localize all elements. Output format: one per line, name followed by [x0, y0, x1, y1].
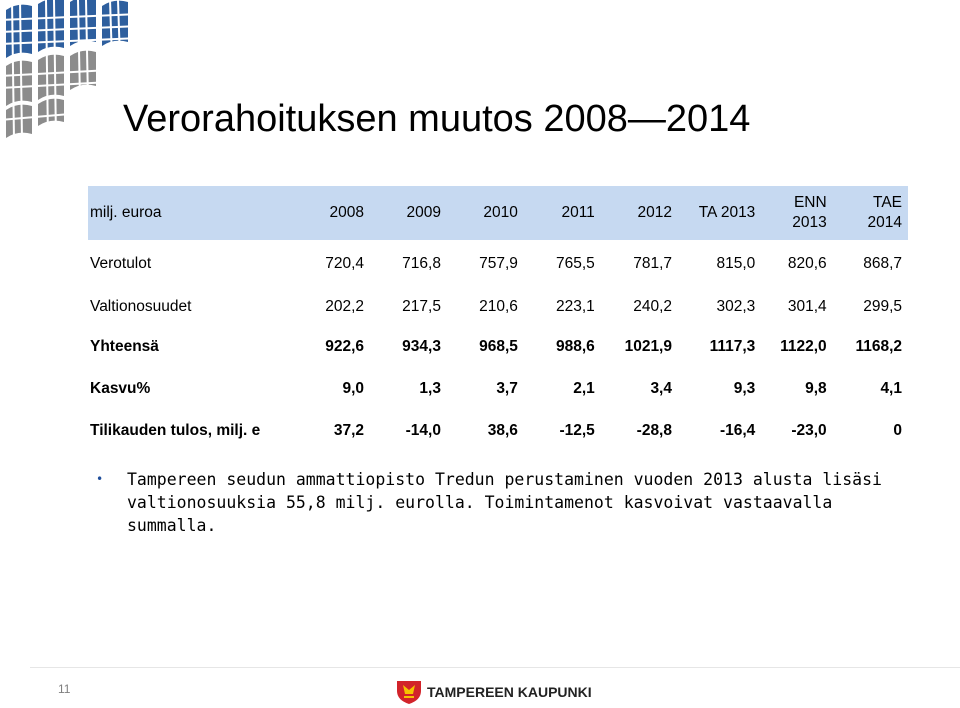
table-row	[88, 326, 908, 368]
cell: 988,6	[556, 338, 595, 355]
cell: 217,5	[402, 298, 441, 315]
cell: 202,2	[325, 298, 365, 315]
cell: 38,6	[487, 422, 518, 439]
row-label: Tilikauden tulos, milj. e	[90, 422, 261, 439]
cell: 868,7	[863, 255, 902, 272]
header-tae-line2: 2014	[867, 214, 902, 231]
footnote	[96, 468, 896, 537]
cell: 2,1	[573, 380, 595, 397]
row-label: Verotulot	[90, 255, 152, 272]
cell: 223,1	[556, 298, 595, 315]
cell: -14,0	[405, 422, 441, 439]
table-row	[88, 368, 908, 410]
header-tae	[833, 186, 908, 240]
cell: 720,4	[325, 255, 365, 272]
header-enn-line1: ENN	[793, 194, 827, 211]
table-header-row	[88, 186, 908, 240]
cell: 9,0	[342, 380, 365, 397]
row-label: Kasvu%	[90, 380, 151, 397]
header-enn	[761, 186, 832, 240]
cell: 1168,2	[855, 338, 902, 355]
cell: 922,6	[325, 338, 365, 355]
table-row	[88, 240, 908, 288]
cell: 1117,3	[709, 338, 756, 355]
cell: 781,7	[633, 255, 672, 272]
cell: 820,6	[787, 255, 827, 272]
header-year: 2008	[329, 204, 365, 221]
cell: 757,9	[479, 255, 518, 272]
cell: 240,2	[633, 298, 672, 315]
cell: 210,6	[479, 298, 518, 315]
cell: 765,5	[556, 255, 595, 272]
header-year: 2009	[406, 204, 441, 221]
page-number: 11	[58, 682, 71, 696]
row-label: Yhteensä	[90, 338, 159, 355]
cell: -16,4	[719, 422, 756, 439]
cell: 37,2	[333, 422, 365, 439]
city-name: TAMPEREEN KAUPUNKI	[427, 684, 592, 700]
cell: 1021,9	[624, 338, 672, 355]
cell: 1,3	[419, 380, 441, 397]
footer-divider	[30, 667, 960, 668]
bullet-icon: •	[96, 472, 104, 486]
header-year: TA 2013	[698, 204, 756, 221]
cell: 302,3	[716, 298, 756, 315]
cell: 716,8	[402, 255, 441, 272]
row-label: Valtionosuudet	[90, 298, 192, 315]
cell: -28,8	[636, 422, 672, 439]
header-year: 2011	[561, 204, 595, 221]
header-unit-label: milj. euroa	[90, 204, 162, 221]
cell: 968,5	[479, 338, 518, 355]
cell: -12,5	[559, 422, 595, 439]
city-crest-icon	[394, 679, 424, 705]
organization-logo	[0, 0, 140, 140]
footnote-text: Tampereen seudun ammattiopisto Tredun perustaminen vuoden 2013 alusta lisäsi valtionosuuksia 55,8 milj. eurolla. Toimintamenot kasvoivat vastaavalla summalla.	[127, 470, 882, 535]
header-year: 2012	[637, 204, 672, 221]
cell: 815,0	[716, 255, 756, 272]
tax-funding-table	[88, 186, 908, 452]
cell: -23,0	[791, 422, 827, 439]
cell: 301,4	[787, 298, 827, 315]
cell: 934,3	[402, 338, 441, 355]
table-row	[88, 410, 908, 452]
cell: 299,5	[863, 298, 902, 315]
cell: 1122,0	[780, 338, 827, 355]
header-year: 2010	[483, 204, 518, 221]
cell: 9,3	[733, 380, 756, 397]
slide-title: Verorahoituksen muutos 2008—2014	[123, 98, 751, 140]
table-row	[88, 288, 908, 326]
header-enn-line2: 2013	[792, 214, 827, 231]
header-tae-line1: TAE	[873, 194, 902, 211]
cell: 3,7	[496, 380, 518, 397]
cell: 4,1	[880, 380, 902, 397]
cell: 0	[893, 422, 902, 439]
cell: 3,4	[650, 380, 672, 397]
cell: 9,8	[805, 380, 827, 397]
